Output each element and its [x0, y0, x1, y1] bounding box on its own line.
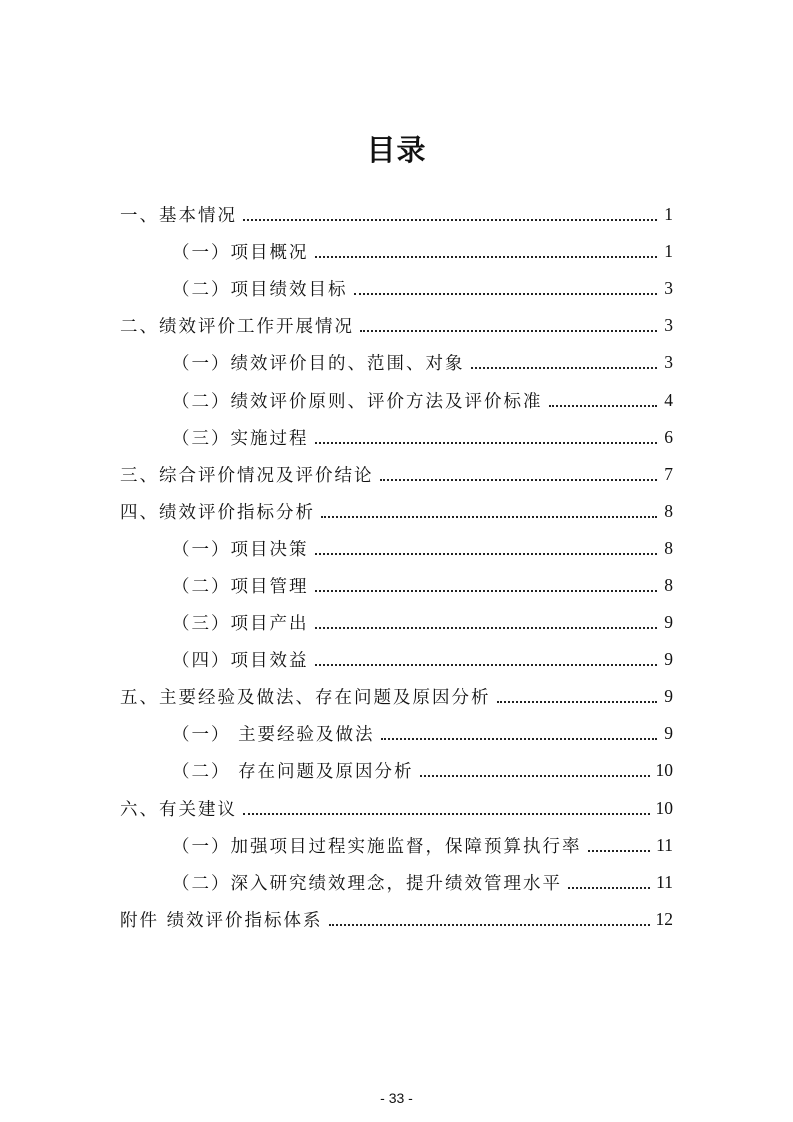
toc-leader-dots: [420, 774, 650, 777]
toc-entry[interactable]: [120, 270, 673, 307]
toc-entry[interactable]: [120, 344, 673, 381]
page-title: 目录: [366, 133, 427, 167]
toc-entry-label: （一）项目决策: [172, 539, 309, 560]
toc-entry-page: 1: [664, 241, 673, 262]
toc-entry-page: 10: [655, 760, 673, 781]
toc-entry-page: 11: [656, 834, 673, 855]
toc-entry-page: 9: [664, 686, 673, 707]
toc-entry-label: 四、绩效评价指标分析: [120, 502, 315, 523]
toc-leader-dots: [354, 292, 658, 295]
toc-entry-label: （一）加强项目过程实施监督，保障预算执行率: [172, 836, 582, 857]
toc-leader-dots: [315, 441, 658, 444]
toc-entry[interactable]: [120, 196, 673, 233]
toc-entry[interactable]: [120, 901, 673, 938]
toc-entry-label: （一）绩效评价目的、范围、对象: [172, 354, 465, 375]
toc-entry[interactable]: [120, 233, 673, 270]
toc-entry[interactable]: [120, 715, 673, 752]
toc-entry-page: 9: [664, 612, 673, 633]
toc-leader-dots: [315, 663, 658, 666]
toc-entry-label: （三）实施过程: [172, 428, 309, 449]
toc-entry-label: （三）项目产出: [172, 614, 309, 635]
toc-entry-page: 3: [664, 315, 673, 336]
toc-entry-page: 12: [655, 908, 673, 929]
page-number: - 33 -: [380, 1090, 413, 1106]
toc-entry-page: 7: [664, 463, 673, 484]
toc-entry[interactable]: [120, 493, 673, 530]
toc-entry[interactable]: [120, 678, 673, 715]
toc-entry[interactable]: [120, 641, 673, 678]
toc-entry-label: （四）项目效益: [172, 651, 309, 672]
toc-entry-page: 3: [664, 352, 673, 373]
toc-entry-label: 附件 绩效评价指标体系: [120, 910, 323, 931]
toc-entry[interactable]: [120, 752, 673, 789]
toc-entry-label: （二） 存在问题及原因分析: [172, 762, 414, 783]
toc-entry[interactable]: [120, 456, 673, 493]
toc-entry-page: 9: [664, 649, 673, 670]
toc-entry-page: 3: [664, 278, 673, 299]
toc-entry-page: 8: [664, 574, 673, 595]
toc-entry-page: 11: [656, 871, 673, 892]
toc-entry[interactable]: [120, 381, 673, 418]
toc-entry-label: 二、绩效评价工作开展情况: [120, 317, 354, 338]
toc-entry-page: 6: [664, 426, 673, 447]
toc-leader-dots: [588, 849, 651, 852]
toc-leader-dots: [497, 700, 658, 703]
toc-entry-label: 三、综合评价情况及评价结论: [120, 465, 374, 486]
toc-leader-dots: [315, 552, 658, 555]
toc-leader-dots: [329, 923, 650, 926]
table-of-contents: [120, 196, 673, 938]
toc-entry[interactable]: [120, 604, 673, 641]
toc-entry[interactable]: [120, 864, 673, 901]
toc-leader-dots: [381, 737, 657, 740]
toc-entry-page: 8: [664, 537, 673, 558]
toc-leader-dots: [568, 886, 650, 889]
toc-leader-dots: [360, 329, 657, 332]
toc-entry-label: （二）深入研究绩效理念，提升绩效管理水平: [172, 873, 562, 894]
toc-leader-dots: [471, 366, 658, 369]
toc-entry[interactable]: [120, 530, 673, 567]
toc-leader-dots: [315, 626, 658, 629]
toc-entry-page: 8: [664, 500, 673, 521]
toc-entry[interactable]: [120, 827, 673, 864]
toc-leader-dots: [380, 478, 658, 481]
toc-entry-label: （二）项目管理: [172, 576, 309, 597]
toc-entry-label: 五、主要经验及做法、存在问题及原因分析: [120, 688, 491, 709]
toc-entry-page: 1: [664, 204, 673, 225]
toc-entry-label: （二）项目绩效目标: [172, 280, 348, 301]
toc-entry-page: 10: [655, 797, 673, 818]
toc-entry-label: （一）项目概况: [172, 243, 309, 264]
toc-entry[interactable]: [120, 567, 673, 604]
toc-entry[interactable]: [120, 419, 673, 456]
toc-entry[interactable]: [120, 307, 673, 344]
toc-leader-dots: [321, 515, 657, 518]
toc-leader-dots: [243, 218, 657, 221]
toc-leader-dots: [315, 589, 658, 592]
toc-leader-dots: [243, 812, 650, 815]
toc-entry[interactable]: [120, 790, 673, 827]
toc-leader-dots: [315, 255, 658, 258]
toc-entry-label: （一） 主要经验及做法: [172, 725, 375, 746]
toc-entry-label: 一、基本情况: [120, 206, 237, 227]
toc-entry-label: 六、有关建议: [120, 799, 237, 820]
toc-leader-dots: [549, 404, 658, 407]
toc-entry-page: 9: [664, 723, 673, 744]
toc-entry-label: （二）绩效评价原则、评价方法及评价标准: [172, 391, 543, 412]
toc-entry-page: 4: [664, 389, 673, 410]
